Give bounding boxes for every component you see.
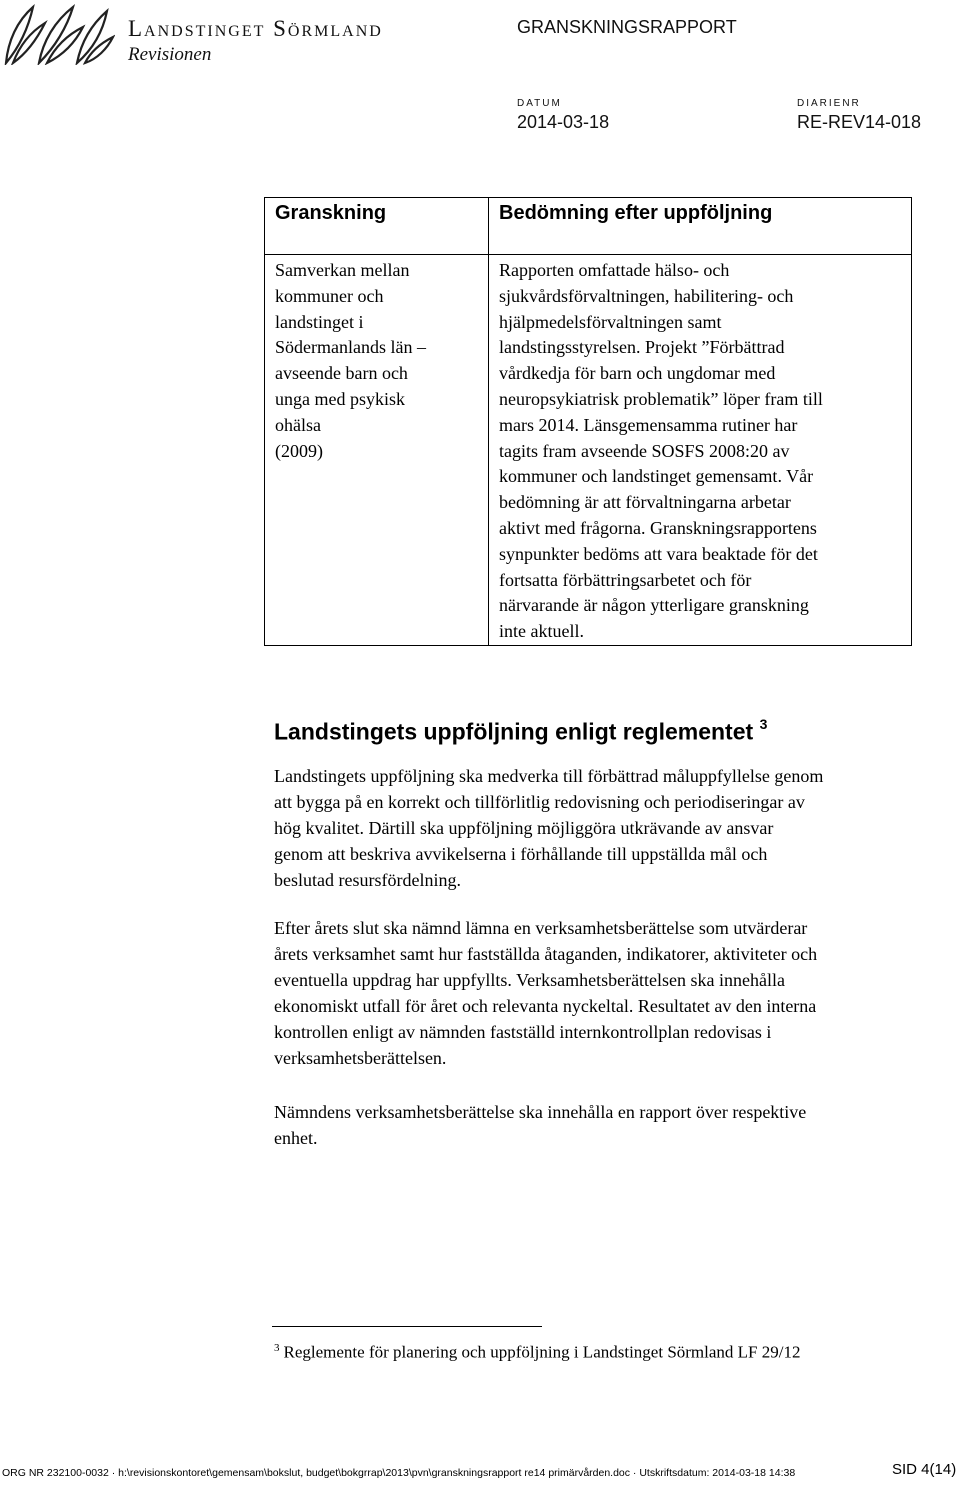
text-line: verksamhetsberättelsen. [274, 1048, 447, 1068]
date-value: 2014-03-18 [517, 112, 610, 132]
column-header-review: Granskning [265, 198, 489, 255]
cell-line: aktivt med frågorna. Granskningsrapportens [499, 517, 817, 538]
text-line: Landstingets uppföljning ska medverka till förbättrad måluppfyllelse genom [274, 766, 824, 786]
text-line: kontrollen enligt av nämnden fastställd internkontrollplan redovisas i [274, 1022, 772, 1042]
paragraph-2 [274, 915, 960, 1071]
cell-line: kommuner och landstinget gemensamt. Vår [499, 466, 814, 487]
cell-line: avseende barn och [275, 363, 408, 384]
text-line: genom att beskriva avvikelserna i förhållande till uppställda mål och [274, 844, 768, 864]
cell-line: (2009) [275, 440, 323, 461]
cell-line: vårdkedja för barn och ungdomar med [499, 363, 776, 384]
org-subtitle: Revisionen [128, 44, 212, 65]
cell-line: kommuner och [275, 285, 384, 306]
cell-line: fortsatta förbättringsarbetet och för [499, 569, 752, 590]
cell-line: landstinget i [275, 311, 364, 332]
review-subject-cell [265, 255, 489, 646]
cell-line: bedömning är att förvaltningarna arbetar [499, 492, 791, 513]
cell-line: Rapporten omfattade hälso- och [499, 260, 730, 280]
cell-line: mars 2014. Länsgemensamma rutiner har [499, 414, 798, 435]
paragraph-1 [274, 763, 960, 893]
text-line: beslutad resursfördelning. [274, 870, 461, 890]
registration-label: DIARIENR [797, 98, 861, 109]
cell-line: neuropsykiatrisk problematik” löper fram till [499, 388, 823, 409]
text-line: hög kvalitet. Därtill ska uppföljning möjliggöra utkrävande av ansvar [274, 818, 774, 838]
table-row [265, 255, 912, 646]
registration-value: RE-REV14-018 [797, 112, 922, 132]
section-heading: Landstingets uppföljning enligt reglementet $^3$ [274, 716, 768, 745]
review-table [264, 197, 912, 646]
page-number: SID 4(14) [892, 1461, 957, 1478]
cell-line: tagits fram avseende SOSFS 2008:20 av [499, 440, 790, 461]
document-footer: ORG NR 232100-0032 · h:\revisionskontoret\gemensam\bokslut, budget\bokgrrap\2013\pvn\granskningsrapport re14 primärvården.doc · Utskriftsdatum: 2014-03-18 14:38 [2, 1467, 796, 1479]
date-label: DATUM [517, 98, 562, 109]
cell-line: inte aktuell. [499, 621, 584, 642]
footnote-text: Reglemente för planering och uppföljning i Landstinget Sörmland LF 29/12 [283, 1342, 801, 1362]
assessment-cell [489, 255, 912, 646]
cell-line: närvarande är någon ytterligare granskning [499, 595, 809, 616]
cell-line: synpunkter bedöms att vara beaktade för det [499, 543, 818, 564]
cell-line: Södermanlands län – [275, 337, 426, 358]
cell-line: sjukvårdsförvaltningen, habilitering- och [499, 285, 794, 306]
cell-line: landstingsstyrelsen. Projekt ”Förbättrad [499, 337, 785, 358]
cell-line: hjälpmedelsförvaltningen samt [499, 311, 722, 332]
org-name: Landstinget Sörmland [128, 16, 383, 41]
text-line: enhet. [274, 1128, 318, 1148]
text-line: Nämndens verksamhetsberättelse ska innehålla en rapport över respektive [274, 1102, 807, 1122]
footnote-number: 3 [274, 1342, 280, 1354]
paragraph-3 [274, 1099, 960, 1151]
column-header-assessment: Bedömning efter uppföljning [489, 198, 912, 255]
footnote-reference: 3 [759, 716, 768, 732]
cell-line: unga med psykisk [275, 388, 405, 409]
text-line: årets verksamhet samt hur fastställda åtaganden, indikatorer, aktiviteter och [274, 944, 818, 964]
footnote-separator [272, 1326, 542, 1327]
footnote [274, 1342, 801, 1363]
text-line: att bygga på en korrekt och tillförlitlig redovisning och periodiseringar av [274, 792, 805, 812]
landstinget-logo-icon [3, 3, 115, 65]
report-type: GRANSKNINGSRAPPORT [517, 17, 737, 37]
table-header-row [265, 198, 912, 255]
text-line: Efter årets slut ska nämnd lämna en verksamhetsberättelse som utvärderar [274, 918, 808, 938]
cell-line: ohälsa [275, 414, 321, 435]
text-line: eventuella uppdrag har uppfyllts. Verksamhetsberättelsen ska innehålla [274, 970, 786, 990]
text-line: ekonomiskt utfall för året och relevanta nyckeltal. Resultatet av den interna [274, 996, 817, 1016]
cell-line: Samverkan mellan [275, 260, 410, 280]
